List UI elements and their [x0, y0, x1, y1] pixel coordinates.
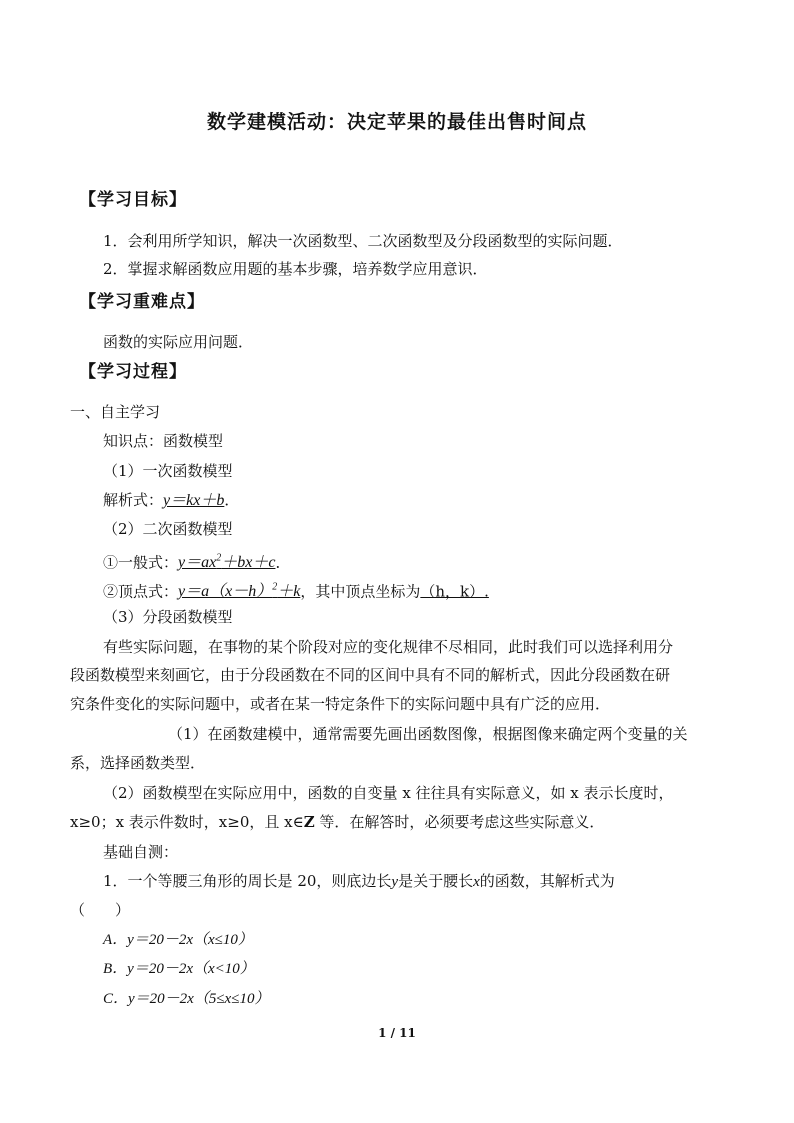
question-1-answer-paren: （ ）: [70, 901, 131, 919]
key-points-heading: 【学习重难点】: [79, 292, 205, 312]
piecewise-para-3: 究条件变化的实际问题中，或者在某一特定条件下的实际问题中具有广泛的应用．: [70, 695, 611, 713]
linear-label: 解析式：: [103, 491, 164, 509]
option-c: C．y＝20－2x（5≤x≤10）: [103, 991, 270, 1007]
process-heading: 【学习过程】: [79, 362, 187, 382]
quadratic-vertex-line: [103, 578, 489, 602]
general-formula: $y=ax^2+bx+c$: [178, 553, 276, 572]
note-1-line-2: 系，选择函数类型．: [70, 754, 206, 772]
option-a: A．y＝20－2x（x≤10）: [103, 932, 253, 948]
vertex-coords: （h，k）.: [420, 582, 489, 601]
integer-set-symbol: Z: [303, 813, 315, 831]
piecewise-para-2: 段函数模型来刻画它，由于分段函数在不同的区间中具有不同的解析式，因此分段函数在研: [70, 666, 671, 684]
vertex-label: ②顶点式：: [103, 582, 179, 601]
option-b: B．y＝20－2x（x<10）: [103, 961, 255, 977]
note-2-line-1: （2）函数模型在实际应用中，函数的自变量 x 往往具有实际意义，如 x 表示长度时，: [103, 784, 674, 802]
note-1-line-1: （1）在函数建模中，通常需要先画出函数图像，根据图像来确定两个变量的关: [168, 725, 688, 743]
question-1: 1．一个等腰三角形的周长是 20，则底边长y是关于腰长x的函数，其解析式为: [103, 872, 615, 890]
page-title: 数学建模活动：决定苹果的最佳出售时间点: [206, 111, 587, 133]
vertex-mid-text: ，其中顶点坐标为: [300, 582, 421, 601]
goal-item-1: 1．会利用所学知识，解决一次函数型、二次函数型及分段函数型的实际问题．: [103, 232, 623, 250]
linear-formula-line: [103, 490, 239, 511]
quadratic-model-title: （2）二次函数模型: [103, 520, 233, 538]
knowledge-point: 知识点：函数模型: [103, 432, 224, 450]
general-label: ①一般式：: [103, 553, 179, 572]
goal-item-2: 2．掌握求解函数应用题的基本步骤，培养数学应用意识．: [103, 260, 488, 278]
note-2-line-2: x≥0；x 表示件数时，x≥0，且 x∈Z 等．在解答时，必须要考虑这些实际意义．: [70, 813, 605, 831]
quadratic-general-line: [103, 549, 290, 573]
linear-formula: y＝kx＋b: [163, 492, 225, 509]
goals-heading: 【学习目标】: [79, 190, 187, 210]
period: ．: [224, 491, 240, 509]
piecewise-model-title: （3）分段函数模型: [103, 608, 233, 626]
vertex-formula: $y=a(x-h)^2+k$: [178, 582, 301, 601]
period: ．: [275, 553, 291, 572]
page-number: 1 / 11: [378, 1026, 416, 1040]
section-self-study: 一、自主学习: [70, 403, 161, 421]
key-points-text: 函数的实际应用问题．: [103, 333, 254, 351]
piecewise-para-1: 有些实际问题，在事物的某个阶段对应的变化规律不尽相同，此时我们可以选择利用分: [103, 638, 674, 656]
linear-model-title: （1）一次函数模型: [103, 462, 233, 480]
self-test-label: 基础自测：: [103, 843, 179, 861]
